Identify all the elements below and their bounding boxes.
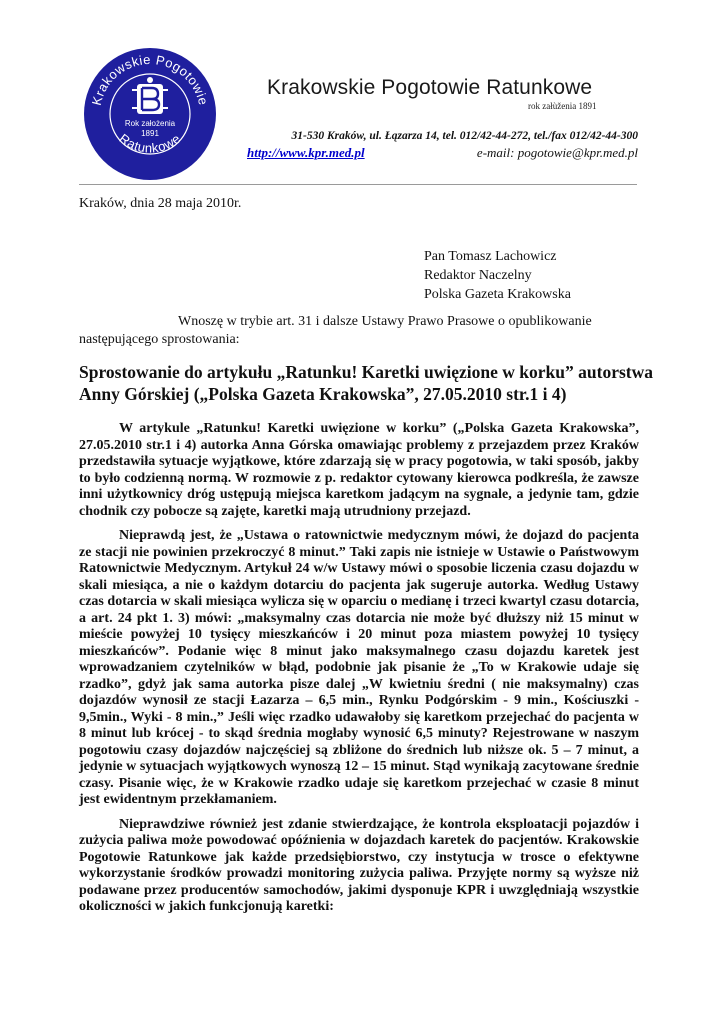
founded-note: rok załùženia 1891 [528,101,597,111]
logo-founded-line2: 1891 [141,129,159,138]
request-line-2: następującego sprostowania: [79,332,240,347]
recipient-name: Pan Tomasz Lachowicz [424,249,557,264]
body-paragraph-1: W artykule „Ratunku! Karetki uwięzione w korku” („Polska Gazeta Krakowska”, 27.05.2010 str.1 i 4) autorka Anna Górska omawiając problemy z przejazdem przez Kraków przedstawiła sytuacje wyjątkowe, które zdarzają się w pracy pogotowia, w taki sposób, jakby to było codzienną normą. W rozmowie z p. redaktor cytowany kierowca podkreśla, że zawsze inni użytkownicy dróg ustępują miejsca karetkom jadącym na sygnale, a jedynie tam, gdzie chodnik czy pobocze są zajęte, karetki mają utrudniony przejazd. [79,421,639,519]
request-paragraph [79,313,637,349]
logo-ring-bottom: Ratunkowe [116,130,184,156]
logo-ring-top: Krakowskie Pogotowie [88,51,212,107]
pogotowie-logo [82,46,218,182]
body-paragraph-3: Nieprawdziwe również jest zdanie stwierdzające, że kontrola eksploatacji pojazdów i zużycia paliwa może powodować opóźnienia w dojazdach karetek do pacjentów. Krakowskie Pogotowie Ratunkowe jak każde przedsiębiorstwo, czy instytucja w trosce o efektywne wykorzystanie środków prowadzi monitoring zużycia paliwa. Przyjęte normy są wyższe niż podawane przez producentów samochodów, jakimi dysponuje KPR i uwzględniają wszystkie okoliczności w jakich funkcjonują karetki: [79,816,639,914]
header-divider [79,184,637,185]
logo-founded-line1: Rok założenia [124,119,176,128]
date-line: Kraków, dnia 28 maja 2010r. [79,196,242,211]
request-line-1: Wnoszę w trybie art. 31 i dalsze Ustawy Prawo Prasowe o opublikowanie [178,314,592,329]
body-paragraph-2: Nieprawdą jest, że „Ustawa o ratownictwie medycznym mówi, że dojazd do pacjenta ze stacji nie powinien przekroczyć 8 minut.” Taki zapis nie istnieje w Ustawie o Państwowym Ratownictwie Medycznym. Artykuł 24 w/w Ustawy mówi o sposobie liczenia czasu dojazdu w skali miesiąca, a nie o każdym dotarciu do pacjenta jak sugeruje autorka. Według Ustawy czas dotarcia w skali miesiąca wylicza się w oparciu o medianę i trzeci kwartyl czasu dotarcia, a art. 24 pkt 1. 3) mówi: „maksymalny czas dotarcia nie może być dłuższy niż 15 minut w mieście powyżej 10 tysięcy mieszkańców i 20 minut poza miastem powyżej 10 tysięcy mieszkańców”. Podanie więc 8 minut jako maksymalnego czasu dojazdu karetek jest wprowadzaniem czytelników w błąd, podobnie jak pisanie że „To w Krakowie udaje się rzadko”, gdyż jak sama autorka pisze dalej „W kwietniu średni ( nie maksymalny) czas dojazdów wynosił ze stacji Łazarza – 6,5 min., Rynku Podgórskim - 9 min., Kościuszki - 9,5min., Wyki - 8 min.,” Jeśli więc rzadko udawałoby się karetkom przejechać do pacjenta w 8 minut lub krócej - to skąd średnia mogłaby wynosić 6,5 minuty? Rejestrowane w naszym pogotowiu czasy dojazdów najczęściej są zbliżone do średnich lub niższe ok. 5 – 7 minut, a jedynie w sytuacjach wyjątkowych wynoszą 12 – 15 minut. Stąd wynikają zacytowane średnie czasy. Pisanie więc, że w Krakowie rzadko udaje się karetkom przejechać w czasie 8 minut jest ewidentnym przekłamaniem. [79,528,639,807]
organization-title: Krakowskie Pogotowie Ratunkowe [267,76,593,99]
website-link[interactable]: http://www.kpr.med.pl [247,145,365,160]
heading-line-1: Sprostowanie do artykułu „Ratunku! Karetki uwięzione w korku” autorstwa [79,362,654,382]
address-line: 31-530 Kraków, ul. Łązarza 14, tel. 012/42-44-272, tel./fax 012/42-44-300 [291,130,638,142]
recipient-role: Redaktor Naczelny [424,268,532,283]
letter-body [79,421,639,924]
heading-line-2: Anny Górskiej („Polska Gazeta Krakowska”, 27.05.2010 str.1 i 4) [79,384,567,404]
recipient-publication: Polska Gazeta Krakowska [424,287,571,302]
correction-heading [79,361,654,405]
email-line: e-mail: pogotowie@kpr.med.pl [476,145,638,160]
recipient-block [424,247,571,304]
